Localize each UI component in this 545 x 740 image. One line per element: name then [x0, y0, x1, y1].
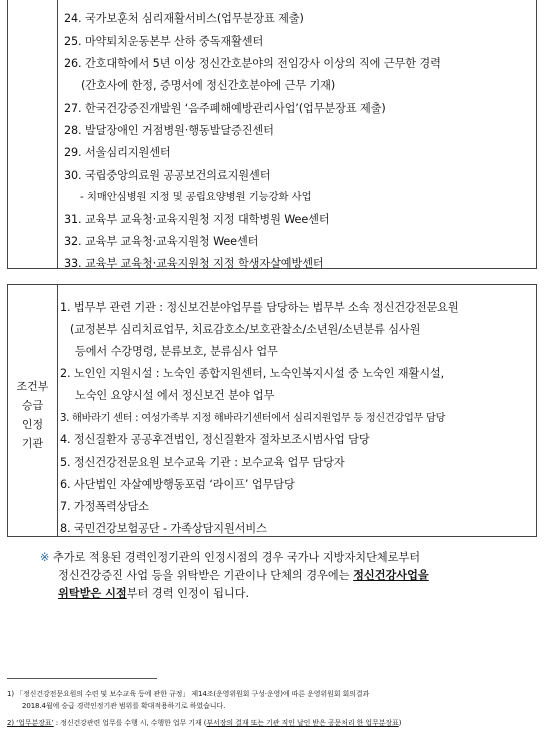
note-emphasis: 정신건강사업을	[353, 569, 429, 582]
list-item: 5. 정신건강전문요원 보수교육 기관 : 보수교육 업무 담당자	[60, 456, 345, 469]
list-item: 3. 해바라기 센터 : 여성가족부 지정 해바라기센터에서 심리지원업무 등 정신건강업무 담당	[60, 413, 446, 424]
list-item: 6. 사단법인 자살예방행동포럼 ‘라이프’ 업무담당	[60, 478, 295, 491]
list-item: 4. 정신질환자 공공후견법인, 정신질환자 절차보조시범사업 담당	[60, 433, 370, 446]
list-item: 30. 국립중앙의료원 공공보건의료지원센터	[64, 169, 271, 182]
list-item: 7. 가정폭력상담소	[60, 500, 149, 513]
list-item: 1. 법무부 관련 기관 : 정신보건분야업무를 담당하는 법무부 소속 정신건강전문요원	[60, 301, 459, 314]
list-item-continuation: 노숙인 요양시설 에서 정신보건 분야 업무	[75, 389, 275, 402]
note-line-3: 위탁받은 시점부터 경력 인정이 됩니다.	[58, 587, 250, 600]
list-item: 26. 간호대학에서 5년 이상 정신간호분야의 전임강사 이상의 직에 근무한 경력	[64, 57, 441, 70]
list-item-subitem: - 치매안심병원 지정 및 공립요양병원 기능강화 사업	[80, 191, 312, 203]
list-item: 2. 노인인 지원시설 : 노숙인 종합지원센터, 노숙인복지시설 중 노숙인 재활시설,	[60, 367, 445, 380]
list-item: 32. 교육부 교육청·교육지원청 Wee센터	[64, 235, 259, 248]
list-item: 8. 국민건강보험공단 - 가족상담지원서비스	[60, 522, 267, 535]
list-item: 29. 서울심리지원센터	[64, 146, 171, 159]
footnote-2: 2) ‘업무분장표’ : 정신건강관련 업무를 수행 시, 수행한 업무 기재 (부서장의 결재 또는 기관 직인 날인 받은 공문처리 한 업무분장표)	[7, 719, 402, 727]
list-item: 25. 마약퇴치운동본부 산하 중독재활센터	[64, 35, 264, 48]
footnote-1: 1) 「정신건강전문요원의 수련 및 보수교육 등에 관한 규정」 제14조(운영위원회 구성·운영)에 따른 운영위원회 회의결과	[7, 690, 370, 698]
list-item-continuation: 등에서 수강명령, 분류보호, 분류심사 업무	[75, 345, 278, 358]
table-left-column	[8, 0, 58, 268]
list-item: 31. 교육부 교육청·교육지원청 지정 대학병원 Wee센터	[64, 213, 330, 226]
list-item-continuation: (교정본부 심리치료업무, 치료감호소/보호관찰소/소년원/소년분류 심사원	[70, 323, 421, 336]
footnote-divider	[7, 678, 157, 679]
list-item: 27. 한국건강증진개발원 ‘음주폐해예방관리사업’(업무분장표 제출)	[64, 102, 386, 115]
list-item: 33. 교육부 교육청·교육지원청 지정 학생자살예방센터	[64, 257, 324, 270]
list-item: 28. 발달장애인 거점병원·행동발달증진센터	[64, 124, 274, 137]
list-item: 24. 국가보훈처 심리재활서비스(업무분장표 제출)	[64, 12, 304, 25]
note-mark: ※	[40, 551, 50, 564]
note-line-2: 정신건강증진 사업 등을 위탁받은 기관이나 단체의 경우에는 정신건강사업을	[58, 569, 429, 582]
note-line-1: ※ 추가로 적용된 경력인정기관의 인정시점의 경우 국가나 지방자치단체로부터	[40, 551, 421, 564]
note-emphasis: 위탁받은 시점	[58, 587, 127, 600]
footnote-1-continuation: 2018.4월에 승급 경력인정기관 범위를 확대적용하기로 하였습니다.	[22, 702, 226, 710]
category-label: 조건부 승급 인정 기관	[16, 380, 49, 450]
list-item-continuation: (간호사에 한정, 증명서에 정신간호분야에 근무 기재)	[81, 79, 336, 92]
conditional-approval-table	[7, 284, 537, 537]
career-institution-table-continued	[7, 0, 537, 269]
